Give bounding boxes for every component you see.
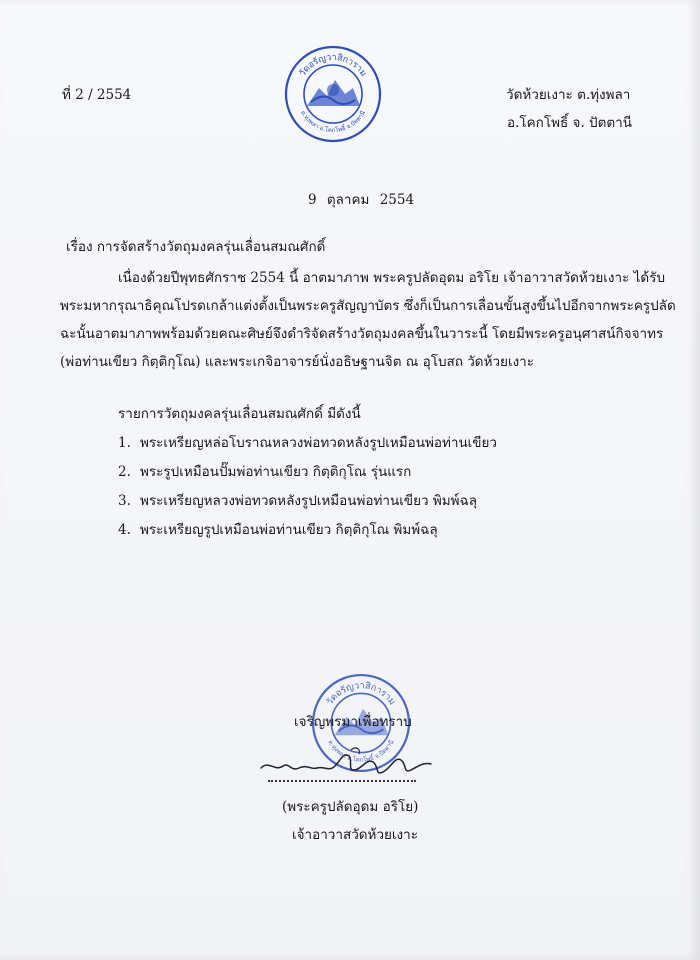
list-item-text: พระเหรียญหลวงพ่อทวดหลังรูปเหมือนพ่อท่านเขียว พิมพ์ฉลุ — [140, 493, 478, 509]
list-item-text: พระรูปเหมือนปั๊มพ่อท่านเขียว กิตฺติกุโณ รุ่นแรก — [140, 464, 412, 480]
list-item-number: 1. — [118, 435, 131, 451]
list-item-number: 3. — [118, 493, 131, 509]
letter-date: 9 ตุลาคม 2554 — [308, 192, 415, 208]
list-item — [118, 434, 497, 452]
letter-subject: เรื่อง การจัดสร้างวัตถุมงคลรุ่นเลื่อนสมณศักดิ์ — [66, 239, 326, 255]
signature-line — [268, 780, 416, 782]
list-item-text: พระเหรียญรูปเหมือนพ่อท่านเขียว กิตฺติกุโณ พิมพ์ฉลุ — [140, 522, 438, 538]
handwritten-signature — [255, 742, 445, 790]
seal-top-text: วัดอรัญวาสิการาม — [297, 52, 369, 79]
address-line-2: อ.โคกโพธิ์ จ. ปัตตานี — [507, 115, 632, 131]
list-item-text: พระเหรียญหล่อโบราณหลวงพ่อทวดหลังรูปเหมือนพ่อท่านเขียว — [140, 435, 498, 451]
seal-top-text: วัดอรัญวาสิการาม — [324, 680, 398, 708]
signer-name: (พระครูปลัดอุดม อริโย) — [282, 799, 419, 815]
seal-bottom-text: ต.ทุ่งพลา อ.โคกโพธิ์ จ.ปัตตานี — [326, 739, 396, 764]
seal-bottom-text: ต.ทุ่งพลา อ.โคกโพธิ์ จ.ปัตตานี — [299, 109, 367, 135]
temple-seal-top — [283, 44, 383, 144]
address-line-1: วัดห้วยเงาะ ต.ทุ่งพลา — [506, 87, 631, 103]
list-item — [118, 521, 438, 539]
body-paragraph — [60, 264, 676, 376]
list-item — [118, 492, 477, 510]
reference-number: ที่ 2 / 2554 — [62, 87, 132, 103]
list-heading: รายการวัตถุมงคลรุ่นเลื่อนสมณศักดิ์ มีดังนี้ — [118, 406, 361, 422]
closing-phrase: เจริญพรมาเพื่อทราบ — [294, 714, 412, 730]
body-line: พระมหากรุณาธิคุณโปรดเกล้าแต่งตั้งเป็นพระครูสัญญาบัตร ซึ่งก็เป็นการเลื่อนขั้นสูงขึ้นไปอีกจากพระครูปลัด — [60, 298, 676, 314]
body-line: เนื่องด้วยปีพุทธศักราช 2554 นี้ อาตมาภาพ พระครูปลัดอุดม อริโย เจ้าอาวาสวัดห้วยเงาะ ได้รับ — [118, 270, 666, 286]
body-line: ฉะนั้นอาตมาภาพพร้อมด้วยคณะศิษย์จึงดำริจัดสร้างวัตถุมงคลขึ้นในวาระนี้ โดยมีพระครูอนุศาสน์กิจจาทร — [60, 326, 664, 342]
list-item-number: 4. — [118, 522, 131, 538]
body-line: (พ่อท่านเขียว กิตฺติกุโณ) และพระเกจิอาจารย์นั่งอธิษฐานจิต ณ อุโบสถ วัดห้วยเงาะ — [60, 354, 535, 370]
signer-title: เจ้าอาวาสวัดห้วยเงาะ — [292, 827, 418, 843]
list-item-number: 2. — [118, 464, 131, 480]
list-item — [118, 463, 411, 481]
svg-text:ต.ทุ่งพลา อ.โคกโพธิ์ จ.ปัตตานี — [299, 109, 367, 134]
